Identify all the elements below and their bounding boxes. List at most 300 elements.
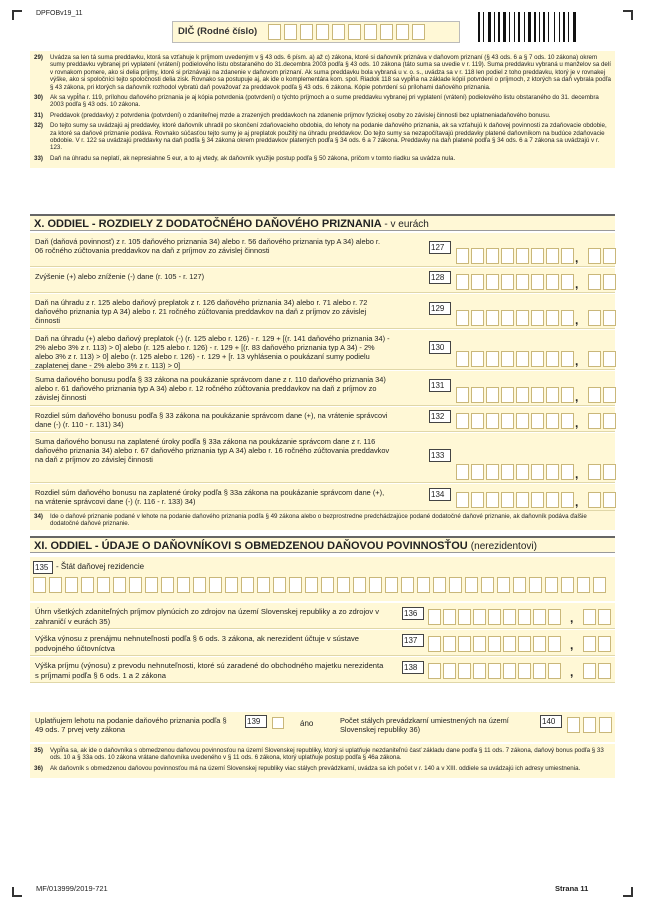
row-text: Výška výnosu z prenájmu nehnuteľnosti podľa § 6 ods. 3 zákona, ak nerezident účtuje v sústave podvojného účtovníctva	[35, 634, 359, 653]
row-135-label: - Štát daňovej rezidencie	[56, 562, 145, 571]
digit-cell[interactable]	[193, 577, 206, 593]
digit-cell[interactable]	[518, 609, 531, 625]
digit-cell[interactable]	[49, 577, 62, 593]
digit-cell[interactable]	[428, 663, 441, 679]
amount-field[interactable]	[456, 351, 574, 367]
decimal-field[interactable]	[588, 351, 616, 367]
digit-cell[interactable]	[501, 464, 514, 480]
digit-cell[interactable]	[321, 577, 334, 593]
decimal-field[interactable]	[583, 663, 611, 679]
digit-cell[interactable]	[353, 577, 366, 593]
row-text: Daň na úhradu z r. 125 alebo daňový preplatok z r. 126 daňového priznania 34) alebo r. 71 alebo r. 72 daňového priznania typ A 34) alebo r. 21 ročného zúčtovania preddavkov na daň z príjmov zo závislej činnosti	[35, 298, 368, 325]
section-xi-subtitle: (nerezidentovi)	[470, 541, 537, 552]
digit-cell[interactable]	[284, 24, 297, 40]
barcode-bar	[550, 12, 553, 42]
digit-cell[interactable]	[369, 577, 382, 593]
note-text: Ak daňovník s obmedzenou daňovou povinnosťou má na území Slovenskej republiky viac stálych prevádzkarní, uvádza sa ich počet v r. 140 a v XIII. oddiele sa uvádzajú ich adresy umiestnenia.	[50, 764, 581, 772]
note-text: Vypĺňa sa, ak ide o daňovníka s obmedzenou daňovou povinnosťou na území Slovenskej republiky, ktorý si uplatňuje nezdaniteľnú časť základu dane podľa § 11 ods. 7 zákona, daňový bonus podľa § 33 ods. 10 a § 33a ods. 10 zákona vrátane daňovníka uvedeného v § 11 ods. 6 zákona, ktorý uplatňuje postup podľa § 46a zákona.	[50, 747, 604, 762]
digit-cell[interactable]	[486, 310, 499, 326]
digit-cell[interactable]	[456, 274, 469, 290]
digit-cell[interactable]	[531, 464, 544, 480]
digit-cell[interactable]	[546, 274, 559, 290]
row-129	[30, 294, 615, 329]
digit-cell[interactable]	[471, 351, 484, 367]
digit-cell[interactable]	[443, 609, 456, 625]
digit-cell[interactable]	[561, 274, 574, 290]
note-number: 35)	[34, 747, 43, 754]
row-136	[30, 603, 615, 629]
section-xi-heading	[30, 536, 615, 553]
digit-cell[interactable]	[588, 248, 601, 264]
decimal-separator: ,	[570, 665, 574, 679]
barcode-bar	[543, 12, 545, 42]
digit-cell[interactable]	[548, 609, 561, 625]
barcode-bar	[478, 12, 480, 42]
digit-cell[interactable]	[471, 492, 484, 508]
digit-cell[interactable]	[364, 24, 377, 40]
barcode-bar	[537, 12, 538, 42]
note-item	[34, 112, 611, 119]
digit-cell[interactable]	[501, 274, 514, 290]
decimal-separator: ,	[575, 313, 579, 327]
note-text: Daň na úhradu sa neplatí, ak nepresiahne 5 eur, a to aj vtedy, ak daňovník využije postup podľa § 50 zákona, pričom v tomto riadku sa uvádza nula.	[50, 154, 456, 162]
note-item	[34, 765, 611, 772]
digit-cell[interactable]	[396, 24, 409, 40]
barcode-bar	[516, 12, 517, 42]
row-139-checkbox-label: áno	[300, 719, 314, 728]
digit-cell[interactable]	[531, 387, 544, 403]
digit-cell[interactable]	[561, 464, 574, 480]
digit-cell[interactable]	[471, 310, 484, 326]
digit-cell[interactable]	[588, 464, 601, 480]
decimal-field[interactable]	[588, 387, 616, 403]
dic-field[interactable]	[268, 24, 425, 40]
digit-cell[interactable]	[603, 310, 616, 326]
digit-cell[interactable]	[501, 248, 514, 264]
dic-label: DIČ (Rodné číslo)	[178, 26, 258, 37]
note-number: 31)	[34, 111, 43, 119]
row-133	[30, 433, 615, 483]
amount-field[interactable]	[428, 663, 561, 679]
row-131	[30, 371, 615, 406]
digit-cell[interactable]	[458, 609, 471, 625]
digit-cell[interactable]	[456, 464, 469, 480]
note-number: 30)	[34, 94, 43, 102]
digit-cell[interactable]	[486, 492, 499, 508]
digit-cell[interactable]	[486, 351, 499, 367]
digit-cell[interactable]	[561, 248, 574, 264]
digit-cell[interactable]	[501, 492, 514, 508]
decimal-field[interactable]	[588, 310, 616, 326]
corner-mark	[12, 887, 22, 897]
digit-cell[interactable]	[588, 413, 601, 429]
digit-cell[interactable]	[97, 577, 110, 593]
decimal-separator: ,	[575, 277, 579, 291]
decimal-field[interactable]	[583, 636, 611, 652]
barcode-bar	[546, 12, 547, 42]
digit-cell[interactable]	[412, 24, 425, 40]
note-text: Ak sa vypĺňa r. 119, prílohou daňového priznania je aj kópia potvrdenia (potvrdení) o týchto príjmoch a o sume preddavku vybranej pri vyplatení (vrátení) podielového listu obstaraného do 31. decembra 2003 podľa § 43 ods. 10 zákona.	[50, 94, 599, 109]
barcode-bar	[528, 12, 531, 42]
digit-cell[interactable]	[531, 310, 544, 326]
digit-cell[interactable]	[518, 663, 531, 679]
digit-cell[interactable]	[516, 248, 529, 264]
digit-cell[interactable]	[471, 387, 484, 403]
digit-cell[interactable]	[516, 492, 529, 508]
section-x-subtitle: - v eurách	[384, 219, 429, 230]
digit-cell[interactable]	[561, 351, 574, 367]
digit-cell[interactable]	[603, 351, 616, 367]
digit-cell[interactable]	[486, 413, 499, 429]
digit-cell[interactable]	[583, 609, 596, 625]
barcode-bar	[566, 12, 567, 42]
digit-cell[interactable]	[503, 636, 516, 652]
amount-field[interactable]	[456, 387, 574, 403]
digit-cell[interactable]	[305, 577, 318, 593]
decimal-field[interactable]	[588, 413, 616, 429]
note-number: 36)	[34, 764, 43, 772]
row-text: Zvýšenie (+) alebo zníženie (-) dane (r. 105 - r. 127)	[35, 272, 205, 281]
notes-top	[30, 51, 615, 168]
digit-cell[interactable]	[486, 274, 499, 290]
digit-cell[interactable]	[443, 663, 456, 679]
digit-cell[interactable]	[488, 636, 501, 652]
row-text: Daň na úhradu (+) alebo daňový preplatok (-) (r. 125 alebo r. 126) - r. 129 + [(r. 141 daňového priznania 34) - 2% alebo 3% z r. 113) > 0] alebo (r. 125 alebo r. 126) - r. 129 + [(r. 83 daňového priznania typ A 34) - 2% alebo 3% z r. 113) > 0] alebo (r. 125 alebo r. 126) - r. 129 + [r. 13 vyhlásenia o poukázaní sumy podielu zaplatenej dane - 2% alebo 3% z r. 113) > 0]	[35, 334, 390, 370]
digit-cell[interactable]	[481, 577, 494, 593]
digit-cell[interactable]	[81, 577, 94, 593]
digit-cell[interactable]	[428, 609, 441, 625]
note-number: 33)	[34, 154, 43, 162]
digit-cell[interactable]	[458, 636, 471, 652]
digit-cell[interactable]	[516, 274, 529, 290]
digit-cell[interactable]	[225, 577, 238, 593]
digit-cell[interactable]	[177, 577, 190, 593]
digit-cell[interactable]	[501, 387, 514, 403]
digit-cell[interactable]	[458, 663, 471, 679]
digit-cell[interactable]	[488, 609, 501, 625]
digit-cell[interactable]	[546, 464, 559, 480]
digit-cell[interactable]	[531, 248, 544, 264]
digit-cell[interactable]	[471, 248, 484, 264]
digit-cell[interactable]	[503, 663, 516, 679]
digit-cell[interactable]	[337, 577, 350, 593]
digit-cell[interactable]	[417, 577, 430, 593]
form-code: DPFOBv19_11	[36, 10, 83, 17]
digit-cell[interactable]	[531, 274, 544, 290]
barcode-bar	[570, 12, 572, 42]
digit-cell[interactable]	[561, 577, 574, 593]
notes-bottom	[30, 744, 615, 778]
digit-cell[interactable]	[546, 310, 559, 326]
note-34-num: 34)	[34, 513, 43, 520]
digit-cell[interactable]	[603, 413, 616, 429]
digit-cell[interactable]	[546, 492, 559, 508]
digit-cell[interactable]	[583, 636, 596, 652]
decimal-field[interactable]	[588, 248, 616, 264]
amount-field[interactable]	[456, 274, 574, 290]
note-item	[34, 155, 611, 162]
digit-cell[interactable]	[588, 492, 601, 508]
digit-cell[interactable]	[501, 310, 514, 326]
digit-cell[interactable]	[567, 717, 580, 733]
decimal-separator: ,	[575, 495, 579, 509]
digit-cell[interactable]	[209, 577, 222, 593]
digit-cell[interactable]	[273, 577, 286, 593]
digit-cell[interactable]	[316, 24, 329, 40]
barcode-bar	[514, 12, 515, 42]
section-xi-title: XI. ODDIEL - ÚDAJE O DAŇOVNÍKOVI S OBMEDZENOU DAŇOVOU POVINNOSŤOU	[34, 540, 468, 552]
barcode-bar	[509, 12, 510, 42]
barcode-bar	[563, 12, 565, 42]
digit-cell[interactable]	[577, 577, 590, 593]
barcode-bar	[492, 12, 493, 42]
barcode-bar	[568, 12, 569, 42]
amount-field[interactable]	[456, 464, 574, 480]
digit-cell[interactable]	[546, 248, 559, 264]
digit-cell[interactable]	[456, 351, 469, 367]
digit-cell[interactable]	[516, 413, 529, 429]
row-140-number: 140	[540, 715, 562, 728]
digit-cell[interactable]	[503, 609, 516, 625]
decimal-separator: ,	[570, 611, 574, 625]
digit-cell[interactable]	[516, 387, 529, 403]
row-number: 137	[402, 634, 424, 647]
barcode-bar	[556, 12, 558, 42]
section-x-heading	[30, 214, 615, 231]
barcode	[478, 12, 608, 42]
digit-cell[interactable]	[443, 636, 456, 652]
digit-cell[interactable]	[348, 24, 361, 40]
digit-cell[interactable]	[145, 577, 158, 593]
digit-cell[interactable]	[456, 413, 469, 429]
digit-cell[interactable]	[603, 492, 616, 508]
decimal-separator: ,	[575, 251, 579, 265]
digit-cell[interactable]	[516, 464, 529, 480]
decimal-field[interactable]	[588, 464, 616, 480]
decimal-separator: ,	[575, 354, 579, 368]
digit-cell[interactable]	[471, 413, 484, 429]
barcode-bar	[511, 12, 513, 42]
digit-cell[interactable]	[257, 577, 270, 593]
barcode-bar	[577, 12, 578, 42]
note-item	[34, 94, 611, 109]
digit-cell[interactable]	[486, 248, 499, 264]
digit-cell[interactable]	[583, 663, 596, 679]
row-number: 130	[429, 341, 451, 354]
digit-cell[interactable]	[548, 663, 561, 679]
amount-field[interactable]	[428, 609, 561, 625]
digit-cell[interactable]	[545, 577, 558, 593]
decimal-field[interactable]	[588, 274, 616, 290]
row-139-text: Uplatňujem lehotu na podanie daňového priznania podľa § 49 ods. 7 prvej vety zákona	[35, 716, 227, 734]
digit-cell[interactable]	[456, 492, 469, 508]
digit-cell[interactable]	[546, 387, 559, 403]
row-text: Suma daňového bonusu podľa § 33 zákona na poukázanie správcom dane z r. 110 daňového priznania 34) alebo r. 61 daňového priznania typ A 34) alebo r. 12 ročného zúčtovania preddavkov na daň z príjmov zo závislej činnosti	[35, 375, 386, 402]
decimal-separator: ,	[570, 638, 574, 652]
digit-cell[interactable]	[603, 464, 616, 480]
digit-cell[interactable]	[531, 492, 544, 508]
note-item	[34, 747, 611, 762]
barcode-bar	[494, 12, 495, 42]
amount-field[interactable]	[456, 248, 574, 264]
digit-cell[interactable]	[465, 577, 478, 593]
page-number: Strana 11	[555, 884, 589, 893]
row-140-field[interactable]	[567, 717, 612, 733]
corner-mark	[623, 10, 633, 20]
barcode-bar	[539, 12, 540, 42]
digit-cell[interactable]	[113, 577, 126, 593]
note-number: 32)	[34, 122, 43, 130]
digit-cell[interactable]	[561, 413, 574, 429]
digit-cell[interactable]	[583, 717, 596, 733]
digit-cell[interactable]	[598, 636, 611, 652]
row-130	[30, 330, 615, 370]
amount-field[interactable]	[456, 492, 574, 508]
digit-cell[interactable]	[603, 387, 616, 403]
digit-cell[interactable]	[385, 577, 398, 593]
digit-cell[interactable]	[599, 717, 612, 733]
digit-cell[interactable]	[473, 609, 486, 625]
digit-cell[interactable]	[588, 351, 601, 367]
digit-cell[interactable]	[603, 274, 616, 290]
digit-cell[interactable]	[401, 577, 414, 593]
digit-cell[interactable]	[593, 577, 606, 593]
note-item	[34, 54, 611, 91]
digit-cell[interactable]	[428, 636, 441, 652]
amount-field[interactable]	[428, 636, 561, 652]
digit-cell[interactable]	[588, 310, 601, 326]
barcode-bar	[518, 12, 520, 42]
barcode-bar	[521, 12, 523, 42]
digit-cell[interactable]	[598, 609, 611, 625]
barcode-bar	[559, 12, 560, 42]
digit-cell[interactable]	[161, 577, 174, 593]
digit-cell[interactable]	[546, 413, 559, 429]
digit-cell[interactable]	[533, 663, 546, 679]
digit-cell[interactable]	[546, 351, 559, 367]
row-text: Suma daňového bonusu na zaplatené úroky podľa § 33a zákona na poukázanie správcom dane z r. 116 daňového priznania 34) alebo r. 67 daňového priznania typ A 34) alebo r. 16 ročného zúčtovania preddavkov na daň z príjmov zo závislej činnosti	[35, 437, 390, 464]
digit-cell[interactable]	[588, 274, 601, 290]
row-number: 134	[429, 488, 451, 501]
digit-cell[interactable]	[598, 663, 611, 679]
digit-cell[interactable]	[471, 274, 484, 290]
barcode-bar	[496, 12, 497, 42]
country-field[interactable]	[33, 577, 606, 593]
decimal-field[interactable]	[583, 609, 611, 625]
digit-cell[interactable]	[473, 636, 486, 652]
digit-cell[interactable]	[516, 351, 529, 367]
row-139-checkbox[interactable]	[272, 717, 284, 729]
row-135-number: 135	[33, 561, 53, 574]
row-number: 131	[429, 379, 451, 392]
digit-cell[interactable]	[380, 24, 393, 40]
row-128	[30, 268, 615, 293]
digit-cell[interactable]	[33, 577, 46, 593]
digit-cell[interactable]	[513, 577, 526, 593]
digit-cell[interactable]	[300, 24, 313, 40]
row-139-number: 139	[245, 715, 267, 728]
digit-cell[interactable]	[497, 577, 510, 593]
digit-cell[interactable]	[241, 577, 254, 593]
digit-cell[interactable]	[533, 609, 546, 625]
note-text: Preddavok (preddavky) z potvrdenia (potvrdení) o zdaniteľnej mzde a zrazených preddavkoch na zdanenie príjmov fyzickej osoby zo závislej činnosti bez uplatneniadaňového bonusu.	[50, 111, 551, 119]
decimal-separator: ,	[575, 390, 579, 404]
barcode-bar	[498, 12, 500, 42]
digit-cell[interactable]	[456, 387, 469, 403]
digit-cell[interactable]	[65, 577, 78, 593]
row-text: Rozdiel súm daňového bonusu podľa § 33 zákona na poukázanie správcom dane (+), na vrátenie správcovi dane (-) (r. 110 - r. 131) 34)	[35, 411, 388, 429]
barcode-bar	[541, 12, 542, 42]
note-34	[30, 511, 615, 530]
digit-cell[interactable]	[129, 577, 142, 593]
digit-cell[interactable]	[603, 248, 616, 264]
digit-cell[interactable]	[456, 248, 469, 264]
row-text: Rozdiel súm daňového bonusu na zaplatené úroky podľa § 33a zákona na poukázanie správcom dane (+), na vrátenie správcovi dane (-) (r. 116 - r. 133) 34)	[35, 488, 385, 506]
digit-cell[interactable]	[588, 387, 601, 403]
row-132	[30, 407, 615, 432]
barcode-bar	[534, 12, 536, 42]
amount-field[interactable]	[456, 310, 574, 326]
row-text: Daň (daňová povinnosť) z r. 105 daňového priznania 34) alebo r. 56 daňového priznania typ A 34) alebo r. 06 ročného zúčtovania preddavkov na daň z príjmov zo závislej činnosti	[35, 237, 381, 255]
barcode-bar	[548, 12, 549, 42]
digit-cell[interactable]	[516, 310, 529, 326]
amount-field[interactable]	[456, 413, 574, 429]
decimal-separator: ,	[575, 467, 579, 481]
digit-cell[interactable]	[501, 351, 514, 367]
note-item	[34, 122, 611, 152]
digit-cell[interactable]	[471, 464, 484, 480]
digit-cell[interactable]	[561, 387, 574, 403]
digit-cell[interactable]	[548, 636, 561, 652]
barcode-bar	[573, 12, 576, 42]
digit-cell[interactable]	[433, 577, 446, 593]
note-number: 29)	[34, 54, 43, 61]
digit-cell[interactable]	[449, 577, 462, 593]
mf-code: MF/013999/2019-721	[36, 884, 108, 893]
digit-cell[interactable]	[518, 636, 531, 652]
barcode-bar	[485, 12, 487, 42]
row-number: 136	[402, 607, 424, 620]
digit-cell[interactable]	[332, 24, 345, 40]
digit-cell[interactable]	[473, 663, 486, 679]
digit-cell[interactable]	[486, 464, 499, 480]
barcode-bar	[526, 12, 527, 42]
digit-cell[interactable]	[561, 492, 574, 508]
digit-cell[interactable]	[488, 663, 501, 679]
digit-cell[interactable]	[561, 310, 574, 326]
digit-cell[interactable]	[501, 413, 514, 429]
row-number: 128	[429, 271, 451, 284]
barcode-bar	[483, 12, 484, 42]
digit-cell[interactable]	[456, 310, 469, 326]
barcode-bar	[524, 12, 525, 42]
row-text: Výška príjmu (výnosu) z prevodu nehnuteľnosti, ktoré sú zaradené do obchodného majetku nerezidenta s príjmami podľa § 6 ods. 1 a 2 zákona	[35, 661, 384, 680]
digit-cell[interactable]	[531, 413, 544, 429]
corner-mark	[12, 10, 22, 20]
decimal-separator: ,	[575, 416, 579, 430]
digit-cell[interactable]	[529, 577, 542, 593]
digit-cell[interactable]	[531, 351, 544, 367]
barcode-bar	[488, 12, 491, 42]
barcode-bar	[501, 12, 502, 42]
digit-cell[interactable]	[486, 387, 499, 403]
corner-mark	[623, 887, 633, 897]
decimal-field[interactable]	[588, 492, 616, 508]
digit-cell[interactable]	[289, 577, 302, 593]
row-138	[30, 657, 615, 683]
digit-cell[interactable]	[268, 24, 281, 40]
digit-cell[interactable]	[533, 636, 546, 652]
